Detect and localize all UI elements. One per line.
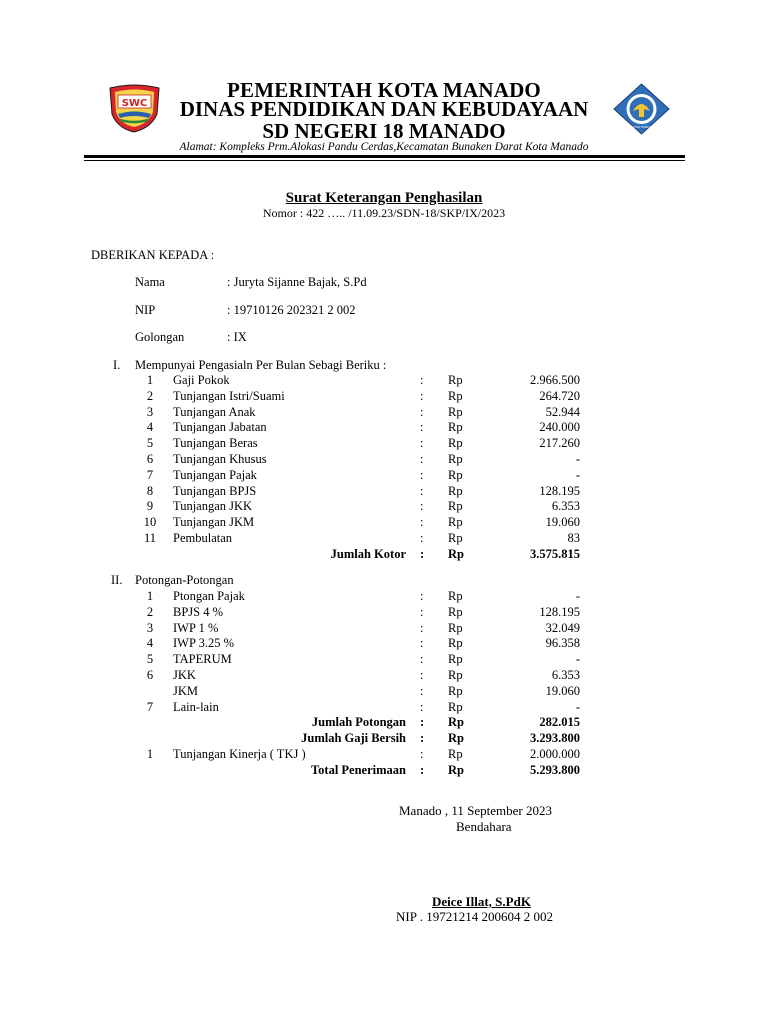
row-amount: 282.015 [539,715,580,729]
row-label: Tunjangan Kinerja ( TKJ ) [173,747,306,761]
row-colon: : [420,636,424,650]
row-currency: Rp [448,484,463,498]
row-colon: : [420,484,424,498]
net-salary-row [0,731,768,746]
row-number: 1 [146,373,154,387]
row-currency: Rp [448,547,464,561]
row-number: 6 [146,668,154,682]
total-label: Jumlah Kotor [330,547,406,561]
deduction-total-row [0,715,768,730]
field-label-golongan: Golongan [135,330,185,344]
row-amount: 217.260 [539,436,580,450]
row-currency: Rp [448,499,463,513]
row-amount: 6.353 [551,668,580,682]
deduction-row [0,700,768,715]
row-amount: 128.195 [539,605,580,619]
row-amount: 240.000 [539,420,580,434]
row-label: JKK [173,668,196,682]
deduction-row [0,652,768,667]
deduction-row [0,605,768,620]
section2-heading: Potongan-Potongan [135,573,234,587]
row-currency: Rp [448,684,463,698]
row-label: IWP 1 % [173,621,219,635]
row-label: Tunjangan Istri/Suami [173,389,285,403]
row-label: Gaji Pokok [173,373,230,387]
letterhead-government: PEMERINTAH KOTA MANADO [227,78,541,102]
signature-name: Deice Illat, S.PdK [432,894,531,909]
letterhead-address: Alamat: Kompleks Prm.Alokasi Pandu Cerdas,Kecamatan Bunaken Darat Kota Manado [179,141,589,153]
row-amount: - [575,652,580,666]
deduction-row [0,668,768,683]
row-number: 1 [146,747,154,761]
row-amount: 264.720 [539,389,580,403]
row-label: Tunjangan Beras [173,436,258,450]
income-row [0,405,768,420]
income-row [0,515,768,530]
document-title: Surat Keterangan Penghasilan [285,190,483,206]
row-colon: : [420,436,424,450]
logo-motto-text: TUT WURI HANDAYANI [624,125,659,129]
signature-nip: NIP . 19721214 200604 2 002 [396,909,553,924]
row-colon: : [420,731,425,745]
income-row [0,420,768,435]
row-colon: : [420,405,424,419]
row-label: Tunjangan JKM [173,515,255,529]
signature-place-date: Manado , 11 September 2023 [399,803,552,818]
row-colon: : [420,668,424,682]
row-number: 9 [146,499,154,513]
income-row [0,452,768,467]
row-colon: : [420,468,424,482]
total-label: Jumlah Gaji Bersih [301,731,406,745]
grand-total-row [0,763,768,778]
row-amount: - [575,468,580,482]
row-colon: : [420,547,425,561]
row-currency: Rp [448,636,463,650]
field-value-golongan: : IX [227,330,247,344]
income-row [0,373,768,388]
row-currency: Rp [448,700,463,714]
gross-total-row [0,547,768,562]
field-value-nip: : 19710126 202321 2 002 [227,303,356,317]
row-number: 1 [146,589,154,603]
row-currency: Rp [448,605,463,619]
letterhead-divider-thin [84,160,685,161]
field-label-nama: Nama [135,275,165,289]
document-number: Nomor : 422 ….. /11.09.23/SDN-18/SKP/IX/2023 [262,206,506,220]
row-amount: - [575,589,580,603]
row-amount: 19.060 [545,515,580,529]
letterhead-department: DINAS PENDIDIKAN DAN KEBUDAYAAN [179,97,589,121]
row-number: 5 [146,652,154,666]
row-label: Tunjangan Jabatan [173,420,267,434]
section2-roman: II. [111,573,123,587]
row-currency: Rp [448,715,464,729]
letterhead-divider-thick [84,155,685,158]
row-currency: Rp [448,531,463,545]
row-colon: : [420,684,424,698]
row-number: 7 [146,700,154,714]
row-currency: Rp [448,668,463,682]
emblem-text: SWC [121,98,148,109]
deduction-row [0,589,768,604]
row-currency: Rp [448,589,463,603]
row-label: Lain-lain [173,700,219,714]
row-amount: 19.060 [545,684,580,698]
recipient-heading: DBERIKAN KEPADA : [91,248,215,262]
row-amount: 3.575.815 [530,547,580,561]
row-colon: : [420,621,424,635]
field-label-nip: NIP [135,303,156,317]
row-amount: - [575,700,580,714]
row-number: 3 [146,621,154,635]
row-amount: 96.358 [545,636,580,650]
row-amount: 32.049 [545,621,580,635]
row-currency: Rp [448,763,464,777]
row-amount: 6.353 [551,499,580,513]
row-number: 10 [143,515,157,529]
row-number: 5 [146,436,154,450]
row-amount: 128.195 [539,484,580,498]
field-value-nama: : Juryta Sijanne Bajak, S.Pd [227,275,367,289]
income-row [0,389,768,404]
income-row [0,499,768,514]
row-number: 2 [146,605,154,619]
row-label: TAPERUM [173,652,232,666]
row-label: Tunjangan JKK [173,499,253,513]
row-currency: Rp [448,747,463,761]
row-number: 2 [146,389,154,403]
row-colon: : [420,531,424,545]
row-number: 7 [146,468,154,482]
row-label: BPJS 4 % [173,605,224,619]
income-row [0,468,768,483]
row-colon: : [420,715,425,729]
row-colon: : [420,747,424,761]
row-label: Pembulatan [173,531,233,545]
row-number: 4 [146,420,154,434]
row-label: Tunjangan Khusus [173,452,267,466]
row-label: Tunjangan BPJS [173,484,257,498]
deduction-row [0,684,768,699]
total-label: Jumlah Potongan [311,715,406,729]
row-number: 11 [143,531,157,545]
row-amount: 52.944 [545,405,580,419]
row-currency: Rp [448,621,463,635]
row-colon: : [420,499,424,513]
section1-roman: I. [113,358,121,372]
row-colon: : [420,589,424,603]
row-colon: : [420,452,424,466]
row-label: Ptongan Pajak [173,589,245,603]
row-colon: : [420,373,424,387]
row-colon: : [420,700,424,714]
row-currency: Rp [448,452,463,466]
deduction-row [0,621,768,636]
income-row [0,531,768,546]
letterhead-school: SD NEGERI 18 MANADO [262,119,506,143]
row-amount: - [575,452,580,466]
row-colon: : [420,515,424,529]
row-label: Tunjangan Anak [173,405,256,419]
row-amount: 5.293.800 [530,763,580,777]
signature-role: Bendahara [456,819,512,834]
row-colon: : [420,763,425,777]
income-row [0,436,768,451]
row-colon: : [420,605,424,619]
row-number: 8 [146,484,154,498]
row-amount: 2.000.000 [530,747,580,761]
row-label: Tunjangan Pajak [173,468,257,482]
row-colon: : [420,389,424,403]
performance-allowance-row [0,747,768,762]
row-currency: Rp [448,731,464,745]
row-currency: Rp [448,652,463,666]
row-colon: : [420,652,424,666]
section1-heading: Mempunyai Pengasialn Per Bulan Sebagi Beriku : [135,358,387,372]
row-number: 4 [146,636,154,650]
row-colon: : [420,420,424,434]
row-label: JKM [173,684,199,698]
total-label: Total Penerimaan [310,763,406,777]
deduction-row [0,636,768,651]
row-number: 6 [146,452,154,466]
row-label: IWP 3.25 % [173,636,234,650]
row-amount: 2.966.500 [530,373,580,387]
row-number: 3 [146,405,154,419]
row-currency: Rp [448,373,463,387]
row-currency: Rp [448,436,463,450]
row-amount: 3.293.800 [530,731,580,745]
row-currency: Rp [448,515,463,529]
row-amount: 83 [567,531,580,545]
row-currency: Rp [448,389,463,403]
income-row [0,484,768,499]
row-currency: Rp [448,405,463,419]
row-currency: Rp [448,420,463,434]
row-currency: Rp [448,468,463,482]
